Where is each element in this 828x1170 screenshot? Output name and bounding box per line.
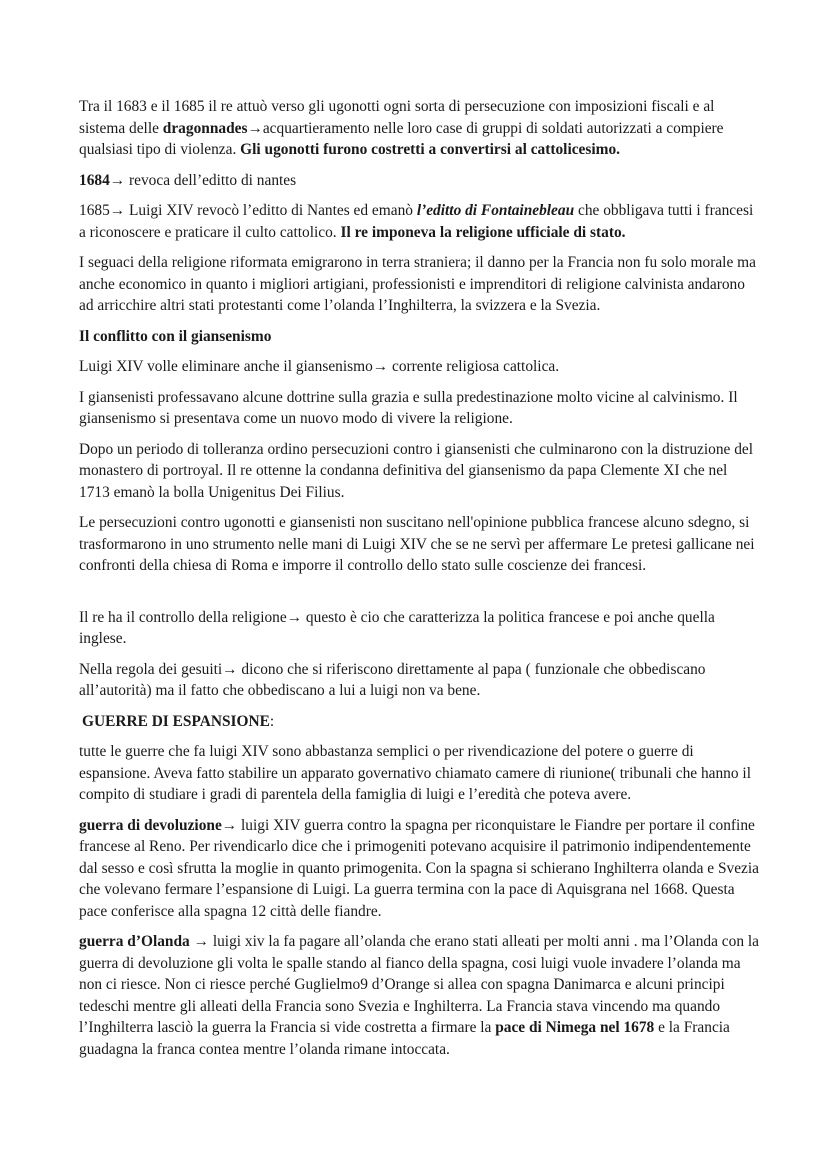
heading-giansenismo bbox=[79, 326, 759, 348]
paragraph-controllo-religione bbox=[79, 607, 759, 650]
paragraph-dottrine bbox=[79, 387, 759, 430]
text: : bbox=[269, 712, 275, 730]
term-editto-fontainebleau: l’editto di Fontainebleau bbox=[416, 202, 575, 219]
paragraph-opinione-pubblica bbox=[79, 512, 759, 577]
term-guerra-devoluzione: guerra di devoluzione bbox=[79, 816, 222, 834]
text: tutte le guerre che fa luigi XIV sono abbastanza semplici o per rivendicazione del potere o guerre di espansione. Aveva fatto stabilire un apparato governativo chiamato camere di riunione( tribunali che hanno il compito di studiare i gradi di parentela della famiglia di luigi e l’eredità che poteva avere. bbox=[79, 743, 751, 803]
text: Tra il 1683 e il 1685 il re attuò verso gli ugonotti ogni sorta di persecuzione con imposizioni fiscali e al sistema delle bbox=[79, 98, 715, 137]
paragraph-1685 bbox=[79, 200, 759, 243]
paragraph-guerra-olanda bbox=[79, 931, 759, 1060]
document-page bbox=[79, 96, 759, 1069]
blank-line bbox=[79, 586, 759, 607]
text: Il re ha il controllo della religione→ questo è cio che caratterizza la politica francese e poi anche quella inglese. bbox=[79, 608, 715, 647]
text: → luigi XIV guerra contro la spagna per riconquistare le Fiandre per portare il confine francese al Reno. Per rivendicarlo dice che i primogeniti potevano acquisire il patrimonio indipendentemente dal sesso e così sfrutta la moglie in quanto primogenita. Con la spagna si schierano Inghilterra olanda e Svezia che volevano fermare l’espansione di Luigi. La guerra termina con la pace di Aquisgrana nel 1668. Questa pace conferisce alla spagna 12 città delle fiandre. bbox=[79, 816, 759, 920]
emphasis: Il re imponeva la religione ufficiale di stato. bbox=[340, 223, 626, 241]
term-pace-nimega: pace di Nimega nel 1678 bbox=[495, 1019, 655, 1036]
year-1684: 1684 bbox=[79, 171, 110, 189]
text: →acquartieramento nelle loro case di gruppi di soldati autorizzati a compiere qualsiasi tipo di violenza. bbox=[79, 119, 724, 158]
emphasis: Gli ugonotti furono costretti a convertirsi al cattolicesimo. bbox=[240, 141, 621, 158]
paragraph-tutte-le-guerre bbox=[79, 741, 759, 806]
term-dragonnades: dragonnades bbox=[162, 119, 248, 137]
text: che obbligava tutti i francesi a riconoscere e praticare il culto cattolico. bbox=[79, 202, 754, 241]
heading-text: Il conflitto con il giansenismo bbox=[79, 327, 272, 345]
paragraph-dragonnades bbox=[79, 96, 759, 161]
paragraph-1684 bbox=[79, 170, 759, 192]
text: Luigi XIV volle eliminare anche il giansenismo→ corrente religiosa cattolica. bbox=[79, 358, 560, 375]
paragraph-persecuzioni-giansenisti bbox=[79, 439, 759, 504]
text: Nella regola dei gesuiti→ dicono che si riferiscono direttamente al papa ( funzionale che obbediscano all’autorità) ma il fatto che obbediscano a lui a luigi non va bene. bbox=[79, 660, 706, 699]
term-guerra-olanda: guerra d’Olanda bbox=[79, 933, 194, 950]
text: I seguaci della religione riformata emigrarono in terra straniera; il danno per la Francia non fu solo morale ma anche economico in quanto i migliori artigiani, professionisti e imprenditori di religione calvinista andarono ad arricchire altri stati protestanti come l’olanda l’Inghilterra, la svizzera e la Svezia. bbox=[79, 254, 756, 314]
paragraph-gesuiti bbox=[79, 659, 759, 702]
text: 1685→ Luigi XIV revocò l’editto di Nantes ed emanò bbox=[79, 202, 417, 219]
paragraph-guerra-devoluzione bbox=[79, 815, 759, 923]
heading-text: GUERRE DI ESPANSIONE bbox=[82, 712, 270, 730]
text: I giansenisti professavano alcune dottrine sulla grazia e sulla predestinazione molto vicine al calvinismo. Il giansenismo si presentava come un nuovo modo di vivere la religione. bbox=[79, 388, 738, 427]
text: Le persecuzioni contro ugonotti e giansenisti non suscitano nell'opinione pubblica francese alcuno sdegno, si trasformarono in uno strumento nelle mani di Luigi XIV che se ne servì per affermare Le pretesi gallicane nei confronti della chiesa di Roma e imporre il controllo dello stato sulle coscienze dei francesi. bbox=[79, 514, 755, 574]
heading-guerre-espansione bbox=[79, 711, 759, 733]
paragraph-emigrazione bbox=[79, 252, 759, 317]
text: e la Francia guadagna la franca contea mentre l’olanda rimane intoccata. bbox=[79, 1019, 730, 1058]
paragraph-eliminare-giansenismo bbox=[79, 356, 759, 378]
text: Dopo un periodo di tolleranza ordino persecuzioni contro i giansenisti che culminarono con la distruzione del monastero di portroyal. Il re ottenne la condanna definitiva del giansenismo da papa Clemente XI che nel 1713 emanò la bolla Unigenitus Dei Filius. bbox=[79, 440, 754, 501]
text: → luigi xiv la fa pagare all’olanda che erano stati alleati per molti anni . ma l’Olanda con la guerra di devoluzione gli volta le spalle stando al fianco della spagna, cosi luigi vuole invadere l’olanda ma non ci riesce. Non ci riesce perché Guglielmo9 d’Orange si allea con spagna Danimarca e alcuni principi tedeschi mentre gli alleati della Francia sono Svezia e Inghilterra. La Francia stava vincendo ma quando l’Inghilterra lasciò la guerra la Francia si vide costretta a firmare la bbox=[79, 933, 759, 1036]
text: → revoca dell’editto di nantes bbox=[109, 171, 297, 189]
